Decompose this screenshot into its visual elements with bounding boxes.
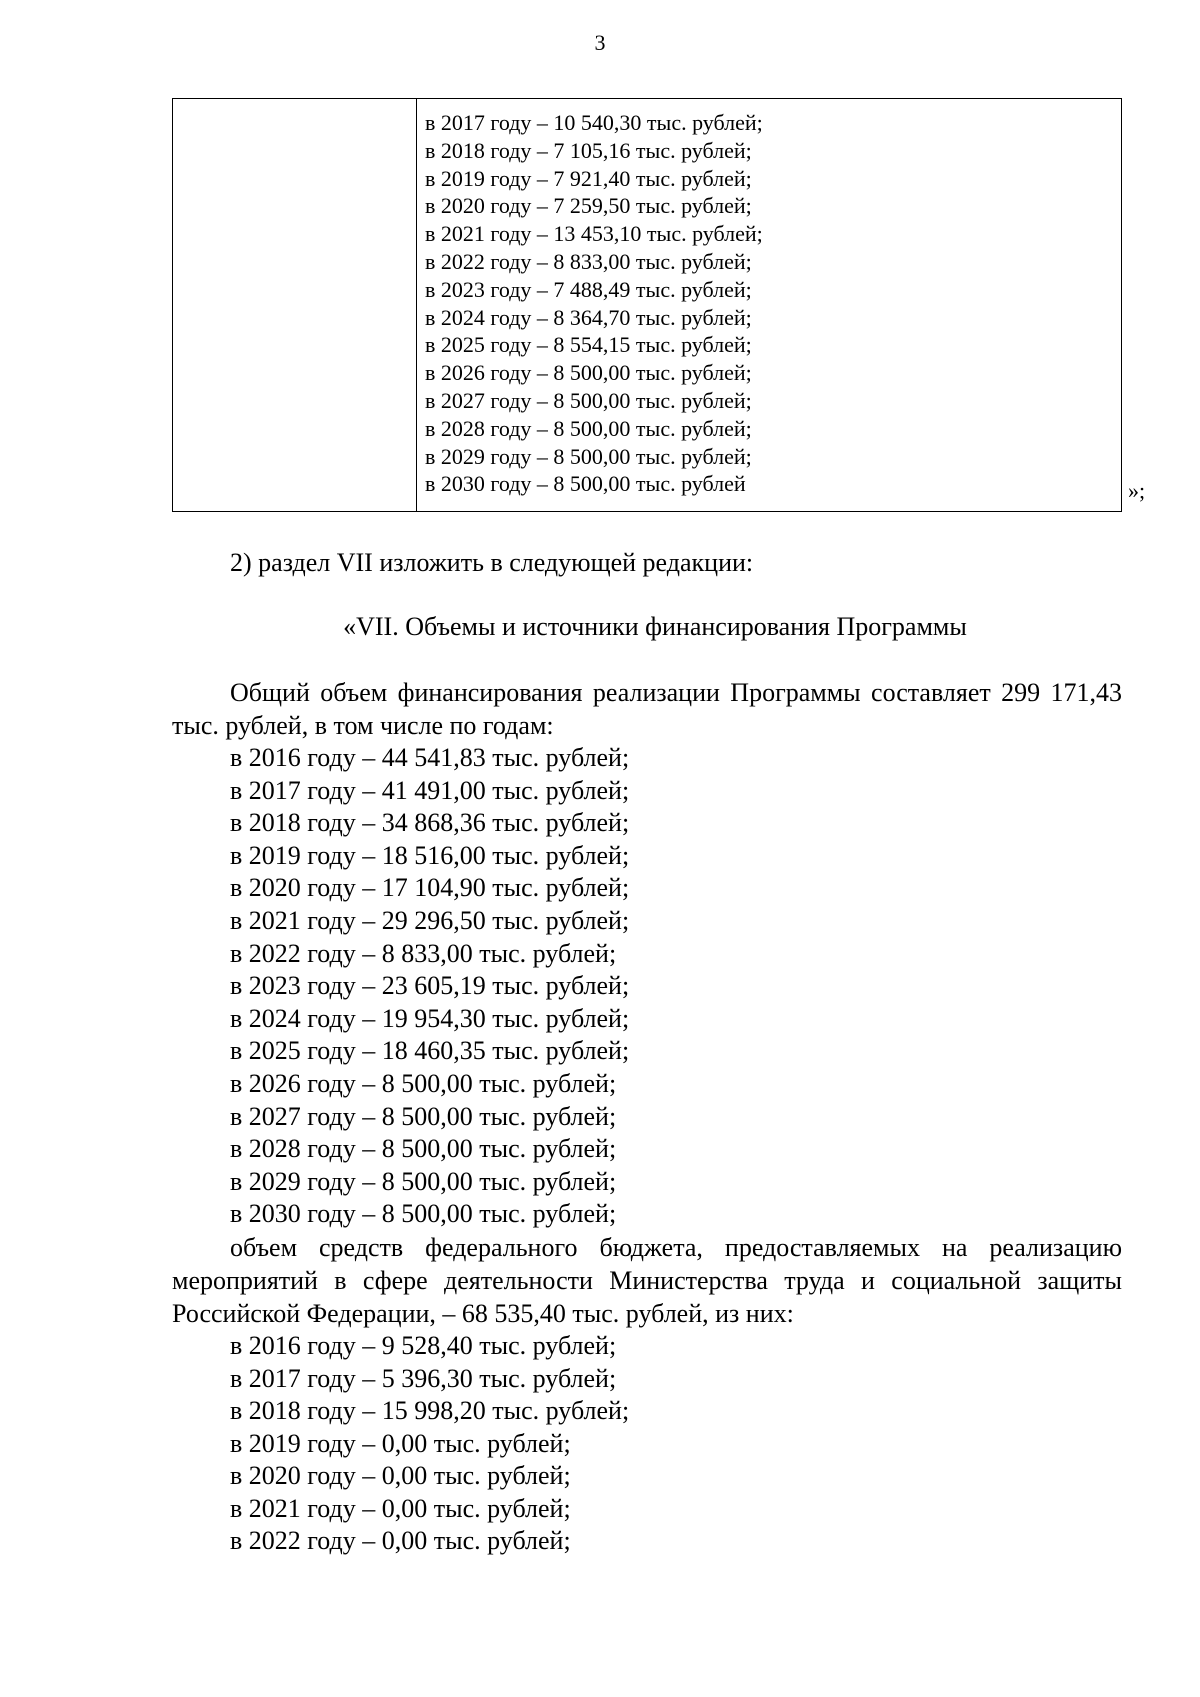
section-heading: «VII. Объемы и источники финансирования Программы <box>343 612 967 641</box>
table-line: в 2025 году – 8 554,15 тыс. рублей; <box>425 332 752 358</box>
table-line: в 2019 году – 7 921,40 тыс. рублей; <box>425 165 752 191</box>
table-line: в 2018 году – 7 105,16 тыс. рублей; <box>425 137 752 163</box>
list-item: в 2025 году – 18 460,35 тыс. рублей; <box>230 1036 630 1066</box>
federal-budget-paragraph: объем средств федерального бюджета, предоставляемых на реализацию мероприятий в сфере деятельности Министерства труда и социальной защиты Российской Федерации, – 68 535,40 тыс. рублей, из них: <box>172 1232 1122 1328</box>
list-item: в 2018 году – 15 998,20 тыс. рублей; <box>230 1396 630 1426</box>
list-item: в 2022 году – 0,00 тыс. рублей; <box>230 1526 571 1556</box>
table-line: в 2026 году – 8 500,00 тыс. рублей; <box>425 360 752 386</box>
table-line: в 2022 году – 8 833,00 тыс. рублей; <box>425 248 752 274</box>
table-line: в 2021 году – 13 453,10 тыс. рублей; <box>425 221 763 247</box>
list-item: в 2022 году – 8 833,00 тыс. рублей; <box>230 938 617 968</box>
list-item: в 2018 году – 34 868,36 тыс. рублей; <box>230 808 630 838</box>
funding-table <box>172 98 1122 512</box>
table-line: в 2017 году – 10 540,30 тыс. рублей; <box>425 110 763 135</box>
list-item: в 2017 году – 41 491,00 тыс. рублей; <box>230 775 630 805</box>
total-years-list <box>172 742 1122 1231</box>
table-closing-quote: »; <box>1128 478 1146 503</box>
section-content <box>172 676 1122 1558</box>
list-item: в 2029 году – 8 500,00 тыс. рублей; <box>230 1166 617 1196</box>
list-item: в 2024 году – 19 954,30 тыс. рублей; <box>230 1003 630 1033</box>
table-line: в 2029 году – 8 500,00 тыс. рублей; <box>425 443 752 469</box>
table-line: в 2020 году – 7 259,50 тыс. рублей; <box>425 193 752 219</box>
list-item: в 2020 году – 17 104,90 тыс. рублей; <box>230 873 630 903</box>
list-item: в 2023 году – 23 605,19 тыс. рублей; <box>230 971 630 1001</box>
amendment-line: 2) раздел VII изложить в следующей редакции: <box>230 548 754 577</box>
list-item: в 2019 году – 0,00 тыс. рублей; <box>230 1428 571 1458</box>
table-line: в 2030 году – 8 500,00 тыс. рублей <box>425 471 746 497</box>
list-item: в 2017 году – 5 396,30 тыс. рублей; <box>230 1363 617 1393</box>
list-item: в 2030 году – 8 500,00 тыс. рублей; <box>230 1199 617 1229</box>
page-number: 3 <box>594 30 606 55</box>
list-item: в 2021 году – 0,00 тыс. рублей; <box>230 1493 571 1523</box>
table-line: в 2027 году – 8 500,00 тыс. рублей; <box>425 387 752 413</box>
list-item: в 2019 году – 18 516,00 тыс. рублей; <box>230 840 630 870</box>
list-item: в 2026 году – 8 500,00 тыс. рублей; <box>230 1068 617 1098</box>
table-left-cell <box>173 99 417 511</box>
list-item: в 2028 году – 8 500,00 тыс. рублей; <box>230 1134 617 1164</box>
list-item: в 2027 году – 8 500,00 тыс. рублей; <box>230 1101 617 1131</box>
total-funding-paragraph: Общий объем финансирования реализации Программы составляет 299 171,43 тыс. рублей, в том числе по годам: <box>172 678 1122 740</box>
federal-years-list <box>172 1330 1122 1558</box>
list-item: в 2021 году – 29 296,50 тыс. рублей; <box>230 905 630 935</box>
list-item: в 2016 году – 9 528,40 тыс. рублей; <box>230 1330 617 1360</box>
list-item: в 2020 году – 0,00 тыс. рублей; <box>230 1461 571 1491</box>
table-line: в 2023 году – 7 488,49 тыс. рублей; <box>425 276 752 302</box>
list-item: в 2016 году – 44 541,83 тыс. рублей; <box>230 743 630 772</box>
table-right-cell <box>425 109 1115 498</box>
table-line: в 2024 году – 8 364,70 тыс. рублей; <box>425 304 752 330</box>
table-line: в 2028 году – 8 500,00 тыс. рублей; <box>425 415 752 441</box>
